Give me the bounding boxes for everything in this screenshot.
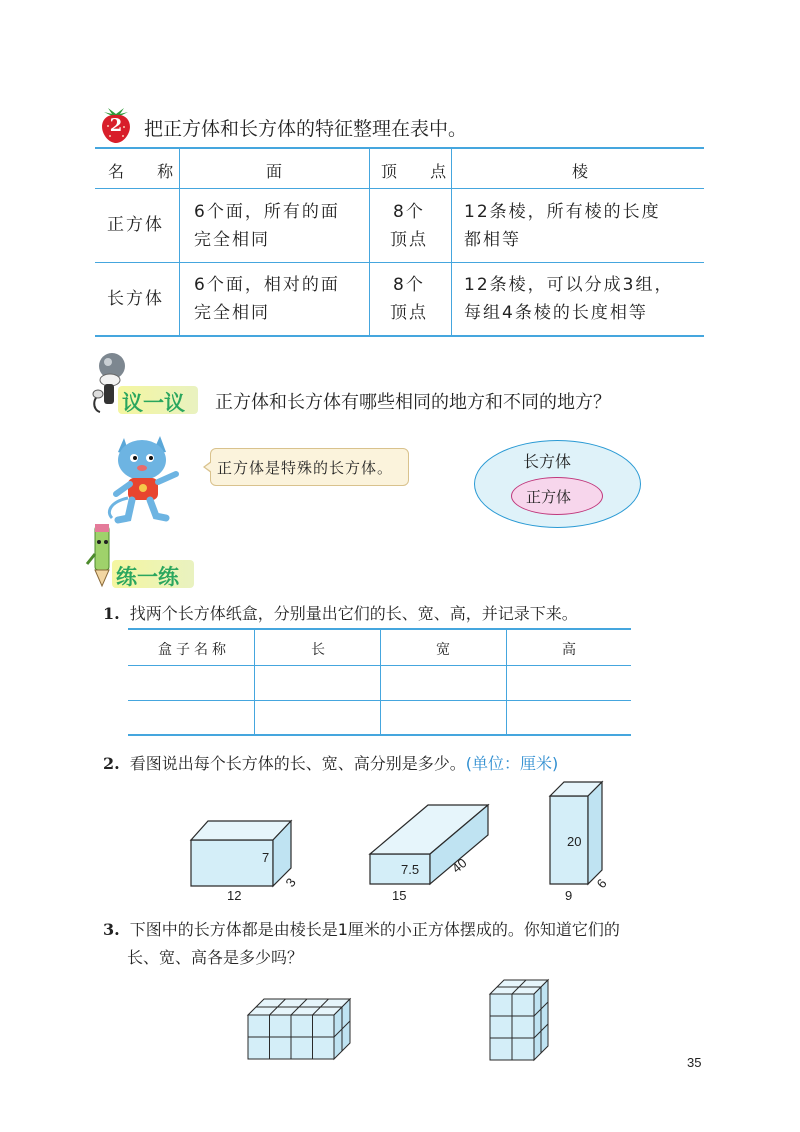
row-cube-name: 正方体	[107, 215, 164, 235]
header-box-name: 盒子名称	[158, 642, 230, 658]
venn-inner-ellipse	[511, 477, 603, 515]
q2-unit: (单位：厘米)	[465, 754, 559, 773]
row-cube-edge-2: 都相等	[464, 230, 521, 250]
row-cuboid-face-2: 完全相同	[194, 303, 270, 323]
cat-mascot-icon	[102, 428, 197, 524]
cuboid-box-3	[548, 780, 608, 886]
box3-height: 20	[567, 834, 582, 849]
row-cuboid-vertex-2: 顶点	[390, 303, 428, 323]
row-cube-edge-1: 12条棱，所有棱的长度	[464, 202, 661, 222]
box2-width: 40	[448, 855, 470, 876]
header-vertex: 顶 点	[381, 162, 461, 181]
row-cuboid-edge-2: 每组4条棱的长度相等	[464, 303, 648, 323]
box1-width: 3	[282, 875, 299, 890]
section-number: 2	[109, 115, 123, 136]
box1-length: 12	[227, 888, 242, 903]
q1-text: 1. 找两个长方体纸盒，分别量出它们的长、宽、高，并记录下来。	[103, 604, 578, 623]
unit-cube-cuboid-2	[488, 978, 552, 1064]
header-length: 长	[311, 642, 329, 658]
row-cube-vertex-2: 顶点	[390, 230, 428, 250]
header-name: 名 称	[108, 162, 188, 181]
row-cuboid-name: 长方体	[107, 289, 164, 309]
box2-length: 15	[392, 888, 407, 903]
q1-number: 1.	[103, 604, 120, 623]
discuss-label: 议一议	[122, 391, 185, 415]
header-edge: 棱	[572, 162, 603, 181]
strawberry-badge-icon	[98, 102, 134, 144]
practice-badge	[112, 560, 194, 588]
page-number: 35	[687, 1055, 702, 1070]
q3-text-line2: 长、宽、高各是多少吗？	[127, 948, 304, 967]
venn-outer-ellipse	[474, 440, 641, 528]
header-face: 面	[266, 162, 297, 181]
speech-text: 正方体是特殊的长方体。	[217, 459, 394, 477]
row-cube-face-2: 完全相同	[194, 230, 270, 250]
q2-number: 2.	[103, 754, 120, 773]
unit-cube-cuboid-1	[246, 997, 356, 1063]
box2-height: 7.5	[401, 862, 420, 877]
q3-text-line1: 3. 下图中的长方体都是由棱长是1厘米的小正方体摆成的。你知道它们的	[103, 920, 620, 939]
header-height: 高	[562, 642, 580, 658]
header-width: 宽	[436, 642, 454, 658]
discuss-badge	[118, 386, 198, 414]
row-cube-face-1: 6个面，所有的面	[194, 202, 340, 222]
box1-height: 7	[262, 850, 270, 865]
row-cube-vertex-1: 8个	[393, 202, 425, 222]
row-cuboid-edge-1: 12条棱，可以分成3组，	[464, 275, 674, 295]
venn-outer-label: 长方体	[523, 452, 572, 471]
box3-length: 9	[565, 888, 573, 903]
practice-label: 练一练	[116, 565, 179, 589]
row-cuboid-vertex-1: 8个	[393, 275, 425, 295]
q2-text: 2. 看图说出每个长方体的长、宽、高分别是多少。(单位：厘米)	[103, 754, 559, 773]
q3-number: 3.	[103, 920, 120, 939]
discuss-question: 正方体和长方体有哪些相同的地方和不同的地方？	[215, 392, 611, 413]
box3-width: 6	[593, 875, 610, 892]
row-cuboid-face-1: 6个面，相对的面	[194, 275, 340, 295]
speech-bubble	[210, 448, 409, 486]
cuboid-box-2	[368, 802, 490, 892]
venn-inner-label: 正方体	[526, 488, 572, 506]
section-title: 把正方体和长方体的特征整理在表中。	[144, 118, 468, 140]
